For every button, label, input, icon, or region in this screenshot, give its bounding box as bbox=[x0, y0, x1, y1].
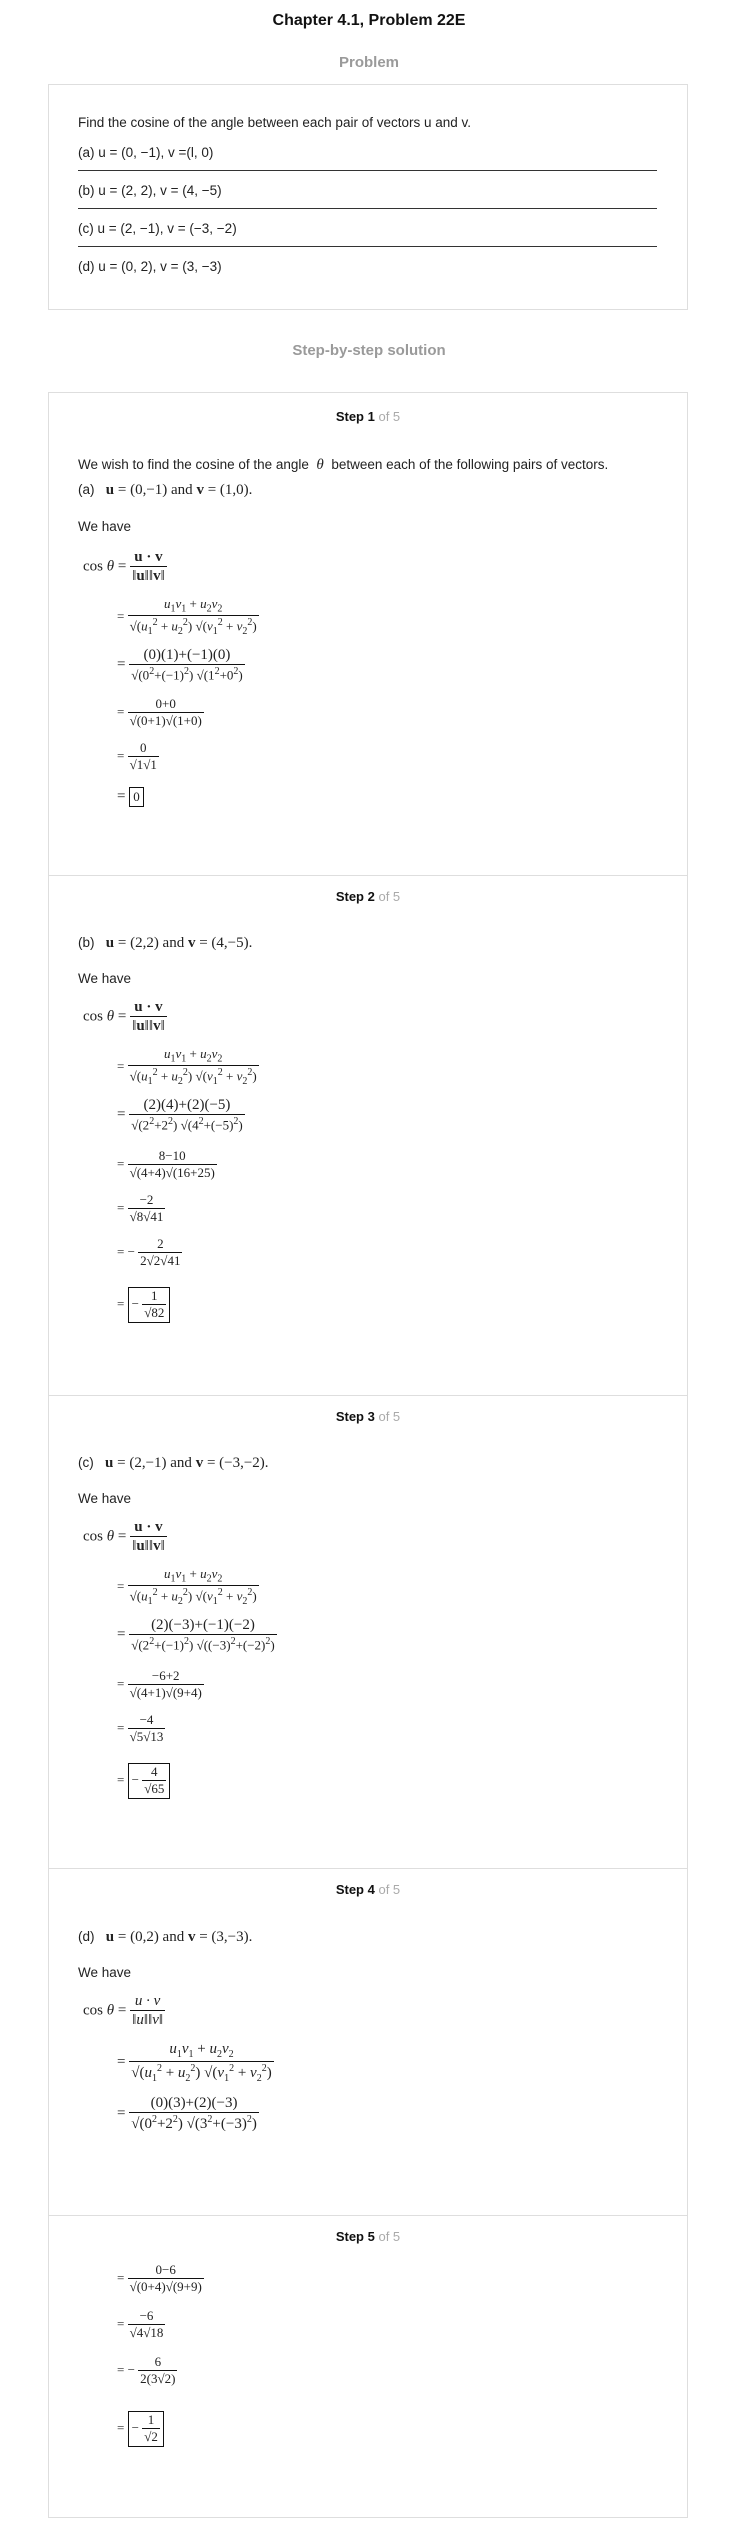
step-count: of 5 bbox=[378, 889, 401, 904]
step-divider bbox=[48, 1868, 688, 1869]
step-2-part-line: (b) u = (2,2) and v = (4,−5). bbox=[78, 935, 253, 951]
step-5-title bbox=[49, 2229, 687, 2244]
substitution-line: = $\frac{(0)(1)+(-1)(0)}{√(0^2+(-1)^2) √(1^2+0^2)}$ bbox=[117, 647, 243, 683]
page-title: Chapter 4.1, Problem 22E bbox=[272, 12, 466, 29]
boxed-answer: 0 bbox=[129, 787, 144, 807]
we-have-label: We have bbox=[78, 971, 132, 986]
answer-line: = − $\frac{4}{√65}$ bbox=[117, 1763, 170, 1799]
problem-part-c: (c) u = (2, −1), v = (−3, −2) bbox=[78, 221, 237, 236]
component-formula-line: = $\frac{u_1v_1 + u_2v_2}{√(u_1^2 + u_2^2) √(v_1^2 + v_2^2)}$ bbox=[117, 596, 257, 638]
step-divider bbox=[48, 1395, 688, 1396]
step-divider bbox=[48, 875, 688, 876]
simplify-line: = $\frac{-6}{√4√18}$ bbox=[117, 2308, 164, 2340]
cos-formula-line: cos θ = $\frac{u \cdot v}{‖u‖‖v‖}$ bbox=[83, 999, 165, 1035]
simplify-line: = $\frac{0}{√1√1}$ bbox=[117, 740, 157, 772]
simplify-line: = $\frac{0+0}{√(0+1)√(1+0)}$ bbox=[117, 696, 202, 728]
step-count: of 5 bbox=[378, 1409, 401, 1424]
simplify-line: = $\frac{0-6}{√(0+4)√(9+9)}$ bbox=[117, 2262, 202, 2294]
step-label: Step 5 bbox=[335, 2229, 375, 2244]
problem-box bbox=[48, 84, 688, 310]
cos-formula-line: cos θ = $\frac{u \cdot v}{‖u‖‖v‖}$ bbox=[83, 1993, 164, 2029]
step-label: Step 3 bbox=[335, 1409, 375, 1424]
problem-part-a: (a) u = (0, −1), v =(l, 0) bbox=[78, 145, 214, 160]
step-3-title bbox=[49, 1409, 687, 1424]
component-formula-line: = $\frac{u_1v_1 + u_2v_2}{√(u_1^2 + u_2^2) √(v_1^2 + v_2^2)}$ bbox=[117, 1046, 257, 1088]
step-label: Step 2 bbox=[335, 889, 375, 904]
boxed-answer: − $\frac{1}{√2}$ bbox=[128, 2411, 164, 2447]
step-label: Step 1 bbox=[335, 409, 375, 424]
step-count: of 5 bbox=[378, 409, 401, 424]
simplify-line: = − $\frac{6}{2(3√2)}$ bbox=[117, 2354, 176, 2386]
step-label: Step 4 bbox=[335, 1882, 375, 1897]
substitution-line: = $\frac{(2)(4)+(2)(-5)}{√(2^2+2^2) √(4^2+(-5)^2)}$ bbox=[117, 1097, 243, 1133]
solution-box bbox=[48, 392, 688, 2518]
component-formula-line: = $\frac{u_1v_1 + u_2v_2}{√(u_1^2 + u_2^2) √(v_1^2 + v_2^2)}$ bbox=[117, 1566, 257, 1608]
component-formula-line: = $\frac{u_1v_1 + u_2v_2}{√(u_1^2 + u_2^2) √(v_1^2 + v_2^2)}$ bbox=[117, 2041, 272, 2084]
problem-prompt: Find the cosine of the angle between each pair of vectors u and v. bbox=[78, 115, 471, 130]
step-4-title bbox=[49, 1882, 687, 1897]
part-divider bbox=[78, 208, 657, 209]
simplify-line: = $\frac{-4}{√5√13}$ bbox=[117, 1712, 164, 1744]
part-divider bbox=[78, 246, 657, 247]
answer-line: = 0 bbox=[117, 787, 144, 807]
problem-heading: Problem bbox=[338, 54, 399, 71]
cos-formula-line: cos θ = $\frac{u \cdot v}{‖u‖‖v‖}$ bbox=[83, 549, 165, 585]
step-4-part-line: (d) u = (0,2) and v = (3,−3). bbox=[78, 1929, 253, 1945]
cos-formula-line: cos θ = $\frac{u \cdot v}{‖u‖‖v‖}$ bbox=[83, 1519, 165, 1555]
substitution-line: = $\frac{(2)(-3)+(-1)(-2)}{√(2^2+(-1)^2) √((-3)^2+(-2)^2)}$ bbox=[117, 1617, 275, 1653]
we-have-label: We have bbox=[78, 1491, 132, 1506]
we-have-label: We have bbox=[78, 1965, 132, 1980]
step-count: of 5 bbox=[378, 2229, 401, 2244]
we-have-label: We have bbox=[78, 519, 132, 534]
part-divider bbox=[78, 170, 657, 171]
answer-line: = − $\frac{1}{√2}$ bbox=[117, 2411, 164, 2447]
step-2-title bbox=[49, 889, 687, 904]
solution-heading: Step-by-step solution bbox=[292, 342, 446, 359]
step-1-title bbox=[49, 409, 687, 424]
step-3-part-line: (c) u = (2,−1) and v = (−3,−2). bbox=[78, 1455, 269, 1471]
problem-part-b: (b) u = (2, 2), v = (4, −5) bbox=[78, 183, 222, 198]
theta-symbol: θ bbox=[316, 457, 324, 473]
step-divider bbox=[48, 2215, 688, 2216]
step-1-part-line: (a) u = (0,−1) and v = (1,0). bbox=[78, 482, 253, 498]
substitution-line: = $\frac{(0)(3)+(2)(-3)}{√(0^2+2^2) √(3^2+(-3)^2)}$ bbox=[117, 2095, 257, 2133]
problem-part-d: (d) u = (0, 2), v = (3, −3) bbox=[78, 259, 222, 274]
step-count: of 5 bbox=[378, 1882, 401, 1897]
answer-line: = − $\frac{1}{√82}$ bbox=[117, 1287, 170, 1323]
simplify-line: = $\frac{-6+2}{√(4+1)√(9+4)}$ bbox=[117, 1668, 202, 1700]
step-1-intro: We wish to find the cosine of the angle θ between each of the following pairs of vectors. bbox=[78, 457, 609, 473]
simplify-line: = − $\frac{2}{2√2√41}$ bbox=[117, 1236, 181, 1268]
boxed-answer: − $\frac{4}{√65}$ bbox=[128, 1763, 171, 1799]
simplify-line: = $\frac{-2}{√8√41}$ bbox=[117, 1192, 164, 1224]
simplify-line: = $\frac{8-10}{√(4+4)√(16+25)}$ bbox=[117, 1148, 215, 1180]
boxed-answer: − $\frac{1}{√82}$ bbox=[128, 1287, 171, 1323]
